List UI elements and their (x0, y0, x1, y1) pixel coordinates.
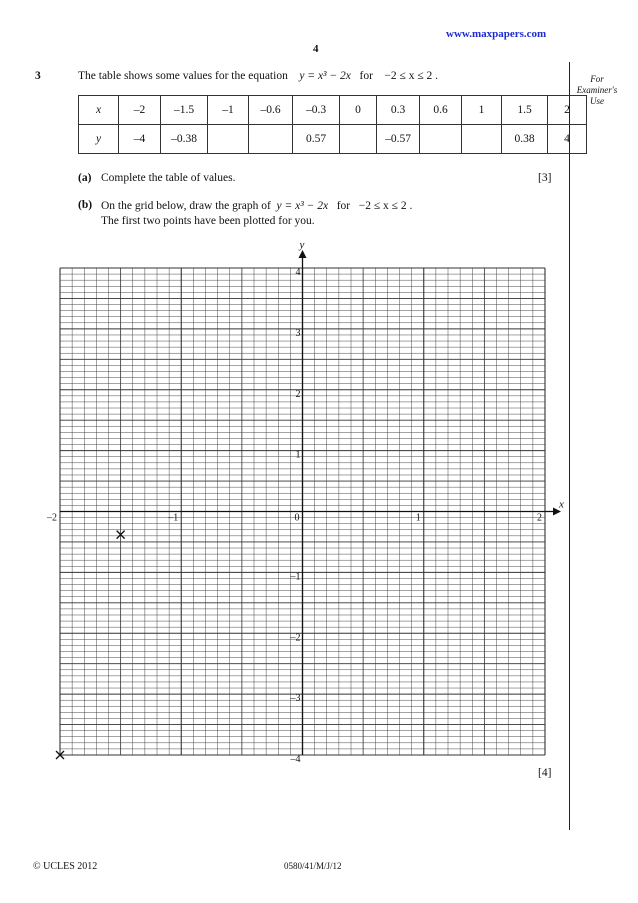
question-range-word: for (359, 70, 373, 82)
x-tick-label: 1 (415, 512, 421, 524)
table-cell-x: 2 (548, 96, 587, 125)
part-b-text-before: On the grid below, draw the graph of (101, 200, 271, 212)
table-header-y: y (79, 125, 119, 154)
x-tick-label: –2 (47, 512, 57, 524)
table-cell-x: –1.5 (161, 96, 208, 125)
website-url[interactable]: www.maxpapers.com (446, 28, 547, 40)
table-cell-x: –1 (208, 96, 249, 125)
y-tick-label: 3 (295, 327, 301, 339)
table-cell-x: –0.6 (249, 96, 293, 125)
y-tick-label: 4 (295, 267, 301, 278)
part-b-marks: [4] (538, 767, 552, 779)
page-number: 4 (313, 43, 319, 55)
table-cell-x: –0.3 (293, 96, 340, 125)
part-a-label: (a) (78, 172, 92, 184)
y-axis-arrow-icon (299, 250, 307, 258)
table-cell-x: –2 (119, 96, 161, 125)
table-cell-y: –4 (119, 125, 161, 154)
axes (60, 239, 564, 755)
question-equation: y = x³ − 2x (299, 70, 351, 82)
table-cell-x: 0 (340, 96, 377, 125)
y-tick-label: –1 (290, 571, 301, 583)
y-tick-label: –4 (290, 754, 301, 765)
table-cell-x: 1.5 (502, 96, 548, 125)
question-number: 3 (35, 70, 41, 82)
table-cell-x: 1 (462, 96, 502, 125)
x-tick-label: 0 (294, 512, 300, 524)
table-cell-x: 0.6 (420, 96, 462, 125)
part-b-range: −2 ≤ x ≤ 2 . (358, 200, 413, 212)
y-tick-label: –3 (290, 693, 301, 705)
y-tick-label: –2 (290, 632, 301, 644)
part-a-marks: [3] (538, 172, 552, 184)
x-tick-label: –1 (168, 512, 179, 524)
examiner-note-line3: Use (590, 96, 604, 106)
part-b-equation: y = x³ − 2x (276, 200, 329, 212)
table-cell-y: 0.38 (502, 125, 548, 154)
question-range: −2 ≤ x ≤ 2 . (384, 70, 439, 82)
table-cell-x: 0.3 (377, 96, 420, 125)
y-tick-label: 2 (295, 388, 301, 400)
table-cell-y: 0.57 (293, 125, 340, 154)
table-header-x: x (79, 96, 119, 125)
part-a-text: Complete the table of values. (101, 172, 236, 184)
table-cell-y: –0.38 (161, 125, 208, 154)
examiner-note-line1: For (590, 74, 604, 84)
x-axis-label: x (559, 498, 564, 511)
question-intro: The table shows some values for the equation (78, 70, 288, 82)
table-cell-y: –0.57 (377, 125, 420, 154)
table-cell-y: 4 (548, 125, 587, 154)
footer-paper-code: 0580/41/M/J/12 (284, 861, 342, 871)
footer-copyright: © UCLES 2012 (33, 861, 98, 872)
part-b-range-word: for (336, 200, 351, 212)
y-axis-label: y (299, 239, 305, 251)
x-tick-label: 2 (537, 512, 542, 524)
part-b-line2: The first two points have been plotted for you. (101, 215, 315, 227)
examiner-note-line2: Examiner's (576, 85, 618, 95)
part-b-label: (b) (78, 199, 93, 211)
y-tick-label: 1 (295, 449, 301, 461)
